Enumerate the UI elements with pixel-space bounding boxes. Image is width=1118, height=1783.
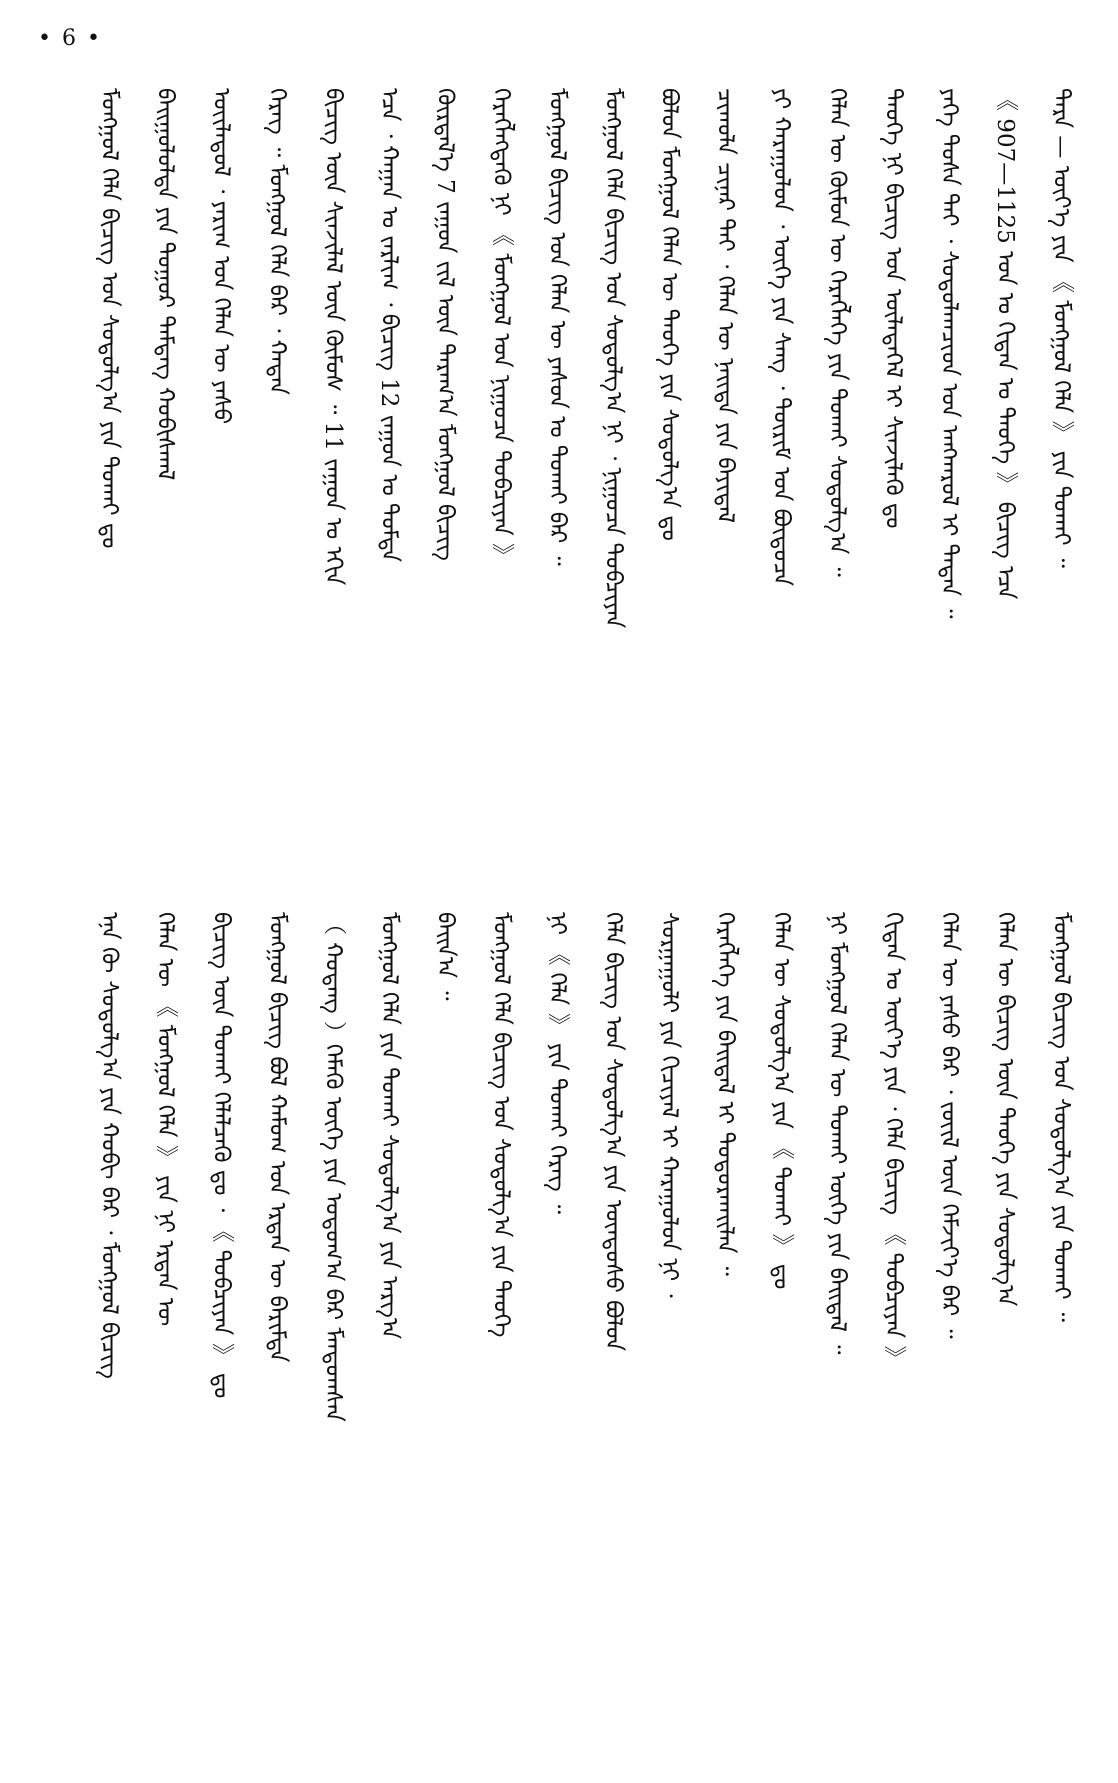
lower-text-column [144, 912, 188, 1762]
column-text: ᠬᠡᠯᠡᠨ ᠦ ᠬᠦᠮᠦᠨ ᠦ ᠬᠡᠷᠡᠭᠯᠡᠭᠡ ᠶᠢᠨ ᠲᠤᠬᠠᠢ ᠰᠤᠳᠤᠯᠭ᠎ᠠ ᠃ [824, 88, 850, 577]
column-text: ᠬᠢᠳᠠᠨ ᠤ ᠦᠶ᠎ᠡ ᠶᠢᠨ ᠂ ᠬᠡᠯᠡ ᠪᠢᠴᠢᠭ 《 ᠲᠤᠪᠴᠢᠶᠠᠨ 》 [880, 912, 906, 1369]
upper-text-column [144, 88, 188, 848]
column-text: ᠡᠴᠡ ᠂ ᠬᠠᠭᠠᠨ ᠤ ᠵᠠᠷᠯᠢᠭ ᠂ ᠪᠢᠴᠢᠭ 12 ᠵᠠᠭᠤᠨ ᠤ ᠳᠤᠮᠳᠠ [376, 88, 402, 563]
column-text: ᠬᠦᠷᠲᠡᠯ᠎ᠡ 7 ᠵᠠᠭᠤᠨ ᠵᠢᠯ ᠦᠨ ᠳᠠᠷᠠᠭ᠎ᠠ ᠮᠣᠩᠭᠣᠯ ᠪᠢᠴᠢᠭ [432, 88, 458, 561]
lower-text-column [480, 912, 524, 1762]
upper-text-column [312, 88, 356, 848]
column-text: 《 907—1125 ᠣᠨ ᠤ ᠬᠢᠳᠠᠨ ᠤ ᠲᠡᠦᠬᠡ 》 ᠪᠢᠴᠢᠭ ᠡᠴᠡ [992, 88, 1018, 600]
column-text: ᠲᠡᠦᠬᠡ ᠨᠢ ᠪᠢᠴᠢᠭ ᠤᠨ ᠦᠯᠡᠳᠡᠭᠡᠯ ᠢ ᠰᠢᠨᠵᠢᠯᠡᠬᠦ ᠳᠤ [880, 88, 906, 529]
column-text: ᠬᠡᠯᠡᠨ ᠦ 《 ᠮᠣᠩᠭᠣᠯ ᠬᠡᠯᠡ 》 ᠶᠢᠨ ᠨᠢ ᠡᠷᠲᠡᠨ ᠦ [152, 912, 178, 1327]
lower-text-column [312, 912, 356, 1762]
lower-text-column [872, 912, 916, 1762]
lower-text-column [256, 912, 300, 1762]
column-text: ᠪᠠᠢᠭᠤᠯᠤᠯᠲᠠ ᠶᠢᠨ ᠳᠤᠭᠤᠷ ᠲᠡᠮᠳᠡᠭ ᠬᠤᠪᠢᠰᠬᠠᠯ [152, 88, 178, 481]
upper-text-column [592, 88, 636, 848]
column-text: ᠬᠡᠷᠡᠭᠯᠡᠭᠡ ᠶᠢᠨ ᠪᠠᠢᠳᠠᠯ ᠢ ᠲᠣᠳᠤᠷᠬᠠᠢᠯᠠᠨ ᠃ [712, 912, 738, 1276]
lower-text-column [368, 912, 412, 1762]
column-text: ᠶᠡᠬᠡ ᠲᠤᠰᠠ ᠲᠠᠢ ᠂ ᠰᠤᠳᠤᠯᠠᠭᠴᠢᠳ ᠤᠨ ᠠᠩᠬᠠᠷᠤᠯ ᠢ ᠲᠠᠲᠠᠨ ᠃ [936, 88, 962, 619]
column-text: ᠪᠢᠴᠢᠭ ᠦᠨ ᠰᠢᠨᠵᠢᠯᠡᠯ ᠦᠨ ᠬᠦᠮᠦᠰ ᠃ 11 ᠵᠠᠭᠤᠨ ᠤ ᠡᠬᠢᠨ [320, 88, 346, 586]
lower-text-column [592, 912, 636, 1762]
column-text: ᠡᠨᠡ ᠬᠦ ᠰᠤᠳᠤᠯᠭ᠎ᠠ ᠶᠢᠨ ᠬᠤᠪᠢ ᠪᠡᠷ ᠂ ᠮᠣᠩᠭᠣᠯ ᠪᠢᠴᠢᠭ [96, 912, 122, 1379]
column-text: ᠬᠡᠷᠡᠭ ᠃ ᠮᠣᠩᠭᠣᠯ ᠬᠡᠯᠡ ᠪᠡᠷ ᠂ ᠬᠠᠲᠠᠨ [264, 88, 290, 395]
column-text: ᠴᠢᠬᠤᠯᠠ ᠴᠢᠨᠠᠷ ᠲᠠᠢ ᠂ ᠬᠡᠯᠡᠨ ᠦ ᠨᠡᠢᠲᠡ ᠶᠢᠨ ᠪᠠᠶᠢᠳᠠᠯ [712, 88, 738, 524]
column-text: ᠮᠣᠩᠭᠣᠯ ᠬᠡᠯᠡ ᠪᠢᠴᠢᠭ ᠤᠨ ᠰᠤᠳᠤᠯᠭ᠎ᠠ ᠶᠢᠨ ᠲᠤᠬᠠᠢ ᠳᠤ [96, 88, 122, 549]
column-text: ᠬᠡᠯᠡ ᠪᠢᠴᠢᠭ ᠤᠨ ᠰᠤᠳᠤᠯᠭ᠎ᠠ ᠶᠢᠨ ᠦᠨᠳᠦᠰᠦ ᠪᠣᠯᠤᠨ [600, 912, 626, 1352]
column-text: （ ᠬᠣᠲᠠᠩ ）ᠬᠡᠮᠡᠬᠦ ᠦᠭᠡ ᠶᠢᠨ ᠤᠲᠤᠭ᠎ᠠ ᠪᠠᠷ ᠮᠠᠨᠳᠤᠭᠰᠠᠨ [320, 912, 346, 1422]
upper-text-column [984, 88, 1028, 848]
upper-text-column [480, 88, 524, 848]
upper-text-column [816, 88, 860, 848]
upper-text-column [424, 88, 468, 848]
page-number: • 6 • [38, 26, 102, 51]
column-text: ᠮᠣᠩᠭᠣᠯ ᠪᠢᠴᠢᠭ ᠤᠨ ᠬᠡᠯᠡᠨ ᠦ ᠶᠠᠰᠤᠨ ᠤ ᠲᠤᠬᠠᠢ ᠪᠠᠷ ᠃ [544, 88, 570, 566]
upper-text-column [760, 88, 804, 848]
column-text: ᠶᠢ ᠬᠠᠷᠠᠭᠤᠯᠤᠨ ᠂ ᠦᠭᠡ ᠶᠢᠨ ᠰᠠᠩ ᠂ ᠳᠦᠷᠢᠮ ᠤᠨ ᠪᠦᠲᠦᠴᠡ [768, 88, 794, 587]
lower-text-column [984, 912, 1028, 1762]
column-text: ᠲᠡᠷᠡ — ᠦᠶ᠎ᠡ ᠶᠢᠨ 《 ᠮᠣᠩᠭᠣᠯ ᠬᠡᠯᠡ 》 ᠶᠢᠨ ᠲᠤᠬᠠᠢ ᠃ [1048, 88, 1074, 568]
column-text: ᠮᠣᠩᠭᠣᠯ ᠬᠡᠯᠡ ᠪᠢᠴᠢᠭ ᠤᠨ ᠰᠤᠳᠤᠯᠭ᠎ᠠ ᠨᠢ ᠂ ᠨᠢᠭᠤᠴᠠ ᠲᠣᠪᠴᠢᠶᠠᠨ [600, 88, 626, 629]
lower-text-column [536, 912, 580, 1762]
upper-text-column [928, 88, 972, 848]
upper-text-column [200, 88, 244, 848]
lower-text-column [424, 912, 468, 1762]
lower-text-column [648, 912, 692, 1762]
lower-text-column [200, 912, 244, 1762]
column-text: ᠬᠡᠯᠡᠨ ᠦ ᠪᠢᠴᠢᠭ ᠦᠨ ᠲᠡᠦᠬᠡ ᠶᠢᠨ ᠰᠤᠳᠤᠯᠭ᠎ᠠ [992, 912, 1018, 1307]
lower-text-column [816, 912, 860, 1762]
lower-text-column [88, 912, 132, 1762]
upper-text-column [872, 88, 916, 848]
lower-text-column [928, 912, 972, 1762]
column-text: ᠪᠢᠴᠢᠭ ᠦᠨ ᠲᠤᠬᠠᠢ ᠬᠡᠯᠡᠯᠴᠡᠬᠦ ᠳᠤ ᠂ 《 ᠲᠤᠪᠴᠢᠶᠠᠨ 》 ᠳᠤ [208, 912, 234, 1399]
column-text: ᠮᠣᠩᠭᠣᠯ ᠬᠡᠯᠡ ᠶᠢᠨ ᠲᠤᠬᠠᠢ ᠰᠤᠳᠤᠯᠭ᠎ᠠ ᠶᠢᠨ ᠠᠷᠭ᠎ᠠ [376, 912, 402, 1340]
upper-text-column [648, 88, 692, 848]
column-text: ᠨᠢ 《 ᠬᠡᠯᠡ 》 ᠶᠢᠨ ᠲᠤᠬᠠᠢ ᠬᠡᠷᠡᠭ ᠃ [544, 912, 570, 1215]
lower-text-column [760, 912, 804, 1762]
column-text: ᠦᠢᠯᠡᠳᠦᠯ ᠂ ᠶᠠᠷᠢᠭ ᠤᠨ ᠬᠡᠯᠡᠨ ᠦ ᠶᠠᠰᠤ [208, 88, 234, 425]
upper-text-column [88, 88, 132, 848]
upper-text-column [704, 88, 748, 848]
column-text: ᠬᠡᠯᠡᠨ ᠦ ᠰᠤᠳᠤᠯᠭ᠎ᠠ ᠶᠢᠨ 《 ᠲᠤᠬᠠᠢ 》 ᠳᠤ [768, 912, 794, 1290]
column-text: ᠨᠢ ᠮᠣᠩᠭᠣᠯ ᠬᠡᠯᠡᠨ ᠦ ᠲᠤᠬᠠᠢ ᠦᠭᠡ ᠶᠢᠨ ᠪᠠᠢᠳᠠᠯ ᠃ [824, 912, 850, 1355]
column-text: ᠪᠠᠢᠨ᠎ᠠ ᠃ [432, 912, 458, 1001]
lower-text-column [704, 912, 748, 1762]
column-text: ᠮᠣᠩᠭᠣᠯ ᠪᠢᠴᠢᠭ ᠪᠣᠯ ᠬᠠᠮᠤᠭ ᠤᠨ ᠡᠷᠲᠡᠨ ᠦ ᠪᠠᠷᠢᠮᠲᠠ [264, 912, 290, 1363]
lower-text-column [1040, 912, 1084, 1762]
upper-text-column [256, 88, 300, 848]
column-text: ᠰᠤᠷᠭᠠᠭᠤᠯᠢ ᠶᠢᠨ ᠬᠢᠴᠢᠶᠡᠯ ᠢ ᠬᠠᠷᠠᠭᠤᠯᠤᠨ ᠨᠢ ᠂ [656, 912, 682, 1298]
column-text: ᠮᠣᠩᠭᠣᠯ ᠪᠢᠴᠢᠭ ᠤᠨ ᠰᠤᠳᠤᠯᠭ᠎ᠠ ᠶᠢᠨ ᠲᠤᠬᠠᠢ ᠃ [1048, 912, 1074, 1322]
column-text: ᠬᠡᠷᠡᠭᠯᠡᠭᠳᠡᠬᠦ ᠨᠢ 《 ᠮᠣᠩᠭᠣᠯ ᠤᠨ ᠨᠢᠭᠤᠴᠠ ᠲᠣᠪᠴᠢᠶᠠᠨ 》 [488, 88, 514, 566]
upper-text-column [536, 88, 580, 848]
column-text: ᠪᠣᠯᠤᠨ ᠮᠣᠩᠭᠣᠯ ᠬᠡᠯᠡᠨ ᠦ ᠲᠡᠦᠬᠡ ᠶᠢᠨ ᠰᠤᠳᠤᠯᠭ᠎ᠠ ᠳᠤ [656, 88, 682, 541]
column-text: ᠬᠡᠯᠡᠨ ᠦ ᠶᠠᠰᠤ ᠪᠠᠷ ᠂ ᠵᠦᠢᠯ ᠦᠨ ᠬᠡᠮᠵᠢᠶ᠎ᠡ ᠪᠠᠷ ᠃ [936, 912, 962, 1339]
upper-text-column [368, 88, 412, 848]
upper-text-column [1040, 88, 1084, 848]
column-text: ᠮᠣᠩᠭᠣᠯ ᠬᠡᠯᠡ ᠪᠢᠴᠢᠭ ᠤᠨ ᠰᠤᠳᠤᠯᠭ᠎ᠠ ᠶᠢᠨ ᠲᠡᠦᠬᠡ [488, 912, 514, 1338]
